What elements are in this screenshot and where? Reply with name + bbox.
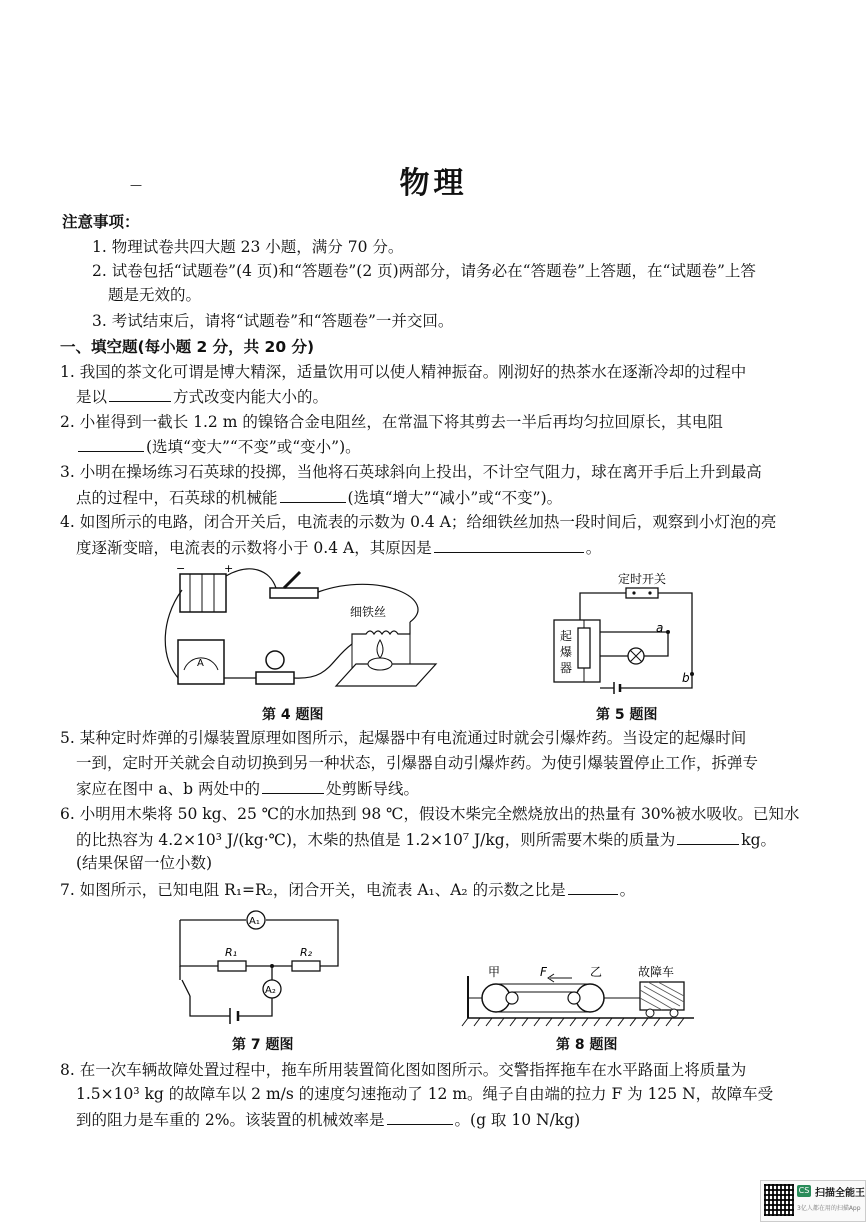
resistor-r2-icon <box>292 961 320 971</box>
svg-text:定时开关: 定时开关 <box>618 572 667 586</box>
q7-answer-blank[interactable] <box>568 878 618 895</box>
timer-switch-icon <box>626 588 658 598</box>
q5-line-2: 一到，定时开关就会自动切换到另一种状态，引爆器自动引爆炸药。为使引爆装置停止工作，拆弹专 <box>76 754 759 772</box>
switch-icon <box>270 588 318 598</box>
svg-text:A: A <box>197 658 204 669</box>
q4-answer-blank[interactable] <box>434 536 584 553</box>
svg-text:起: 起 <box>560 629 573 643</box>
q6-line-2: 的比热容为 4.2×10³ J/(kg·℃)，木柴的热值是 1.2×10⁷ J/kg，则所需要木柴的质量为 kg。 <box>76 828 776 851</box>
qr-code-icon <box>764 1184 794 1216</box>
notice-item-2: 2. 试卷包括“试题卷”(4 页)和“答题卷”(2 页)两部分，请务必在“答题卷”上答题，在“试题卷”上答 <box>92 262 756 280</box>
q1-answer-blank[interactable] <box>109 385 171 402</box>
figure-4-circuit <box>160 560 450 700</box>
figure-4-caption: 第 4 题图 <box>262 707 324 723</box>
q3-line-2: 点的过程中，石英球的机械能 (选填“增大”“减小”或“不变”)。 <box>76 486 562 509</box>
notice-item-3: 3. 考试结束后，请将“试题卷”和“答题卷”一并交回。 <box>92 312 454 330</box>
notice-item-2-cont: 题是无效的。 <box>108 286 202 304</box>
svg-text:+: + <box>224 562 234 575</box>
watermark-brand: 扫描全能王 <box>815 1188 865 1199</box>
figure-5-caption: 第 5 题图 <box>596 707 658 723</box>
figure-7-circuit <box>170 900 350 1032</box>
svg-text:爆: 爆 <box>560 645 573 659</box>
svg-text:A₁: A₁ <box>249 916 260 927</box>
q3-answer-blank[interactable] <box>280 486 346 503</box>
q5-line-3: 家应在图中 a、b 两处中的 处剪断导线。 <box>76 777 419 800</box>
q4-line-2: 度逐渐变暗，电流表的示数将小于 0.4 A，其原因是 。 <box>76 536 601 559</box>
battery-icon <box>180 574 226 612</box>
svg-text:−: − <box>176 562 186 575</box>
resistor-r1-icon <box>218 961 246 971</box>
figure-7-caption: 第 7 题图 <box>232 1037 294 1053</box>
svg-text:乙: 乙 <box>590 965 603 979</box>
q8-line-1: 8. 在一次车辆故障处置过程中，拖车所用装置简化图如图所示。交警指挥拖车在水平路面上将质量为 <box>60 1061 747 1079</box>
iron-wire-icon <box>352 622 410 644</box>
q1-line-1: 1. 我国的茶文化可谓是博大精深，适量饮用可以使人精神振奋。刚沏好的热茶水在逐渐冷却的过程中 <box>60 363 747 381</box>
q6-line-1: 6. 小明用木柴将 50 kg、25 ℃的水加热到 98 ℃，假设木柴完全燃烧放出的热量有 30%被水吸收。已知水 <box>60 805 800 823</box>
figure-8-pulley <box>458 962 698 1030</box>
q1-line-2: 是以 方式改变内能大小的。 <box>76 385 328 408</box>
svg-text:器: 器 <box>560 661 573 675</box>
corner-mark: — <box>130 178 142 192</box>
q8-line-3: 到的阻力是车重的 2%。该装置的机械效率是 。(g 取 10 N/kg) <box>76 1108 580 1131</box>
section-heading: 一、填空题(每小题 2 分，共 20 分) <box>60 338 315 356</box>
q2-line-2: (选填“变大”“不变”或“变小”)。 <box>76 435 361 458</box>
q2-line-1: 2. 小崔得到一截长 1.2 m 的镍铬合金电阻丝，在常温下将其剪去一半后再均匀拉回原长，其电阻 <box>60 413 723 431</box>
svg-text:b: b <box>682 671 690 685</box>
q5-answer-blank[interactable] <box>262 777 324 794</box>
q7-line-1: 7. 如图所示，已知电阻 R₁=R₂，闭合开关，电流表 A₁、A₂ 的示数之比是 。 <box>60 878 635 901</box>
q6-line-3: (结果保留一位小数) <box>76 854 213 872</box>
svg-text:a: a <box>656 621 664 635</box>
svg-text:故障车: 故障车 <box>638 965 675 979</box>
notice-item-1: 1. 物理试卷共四大题 23 小题，满分 70 分。 <box>92 238 404 256</box>
q5-line-1: 5. 某种定时炸弹的引爆装置原理如图所示，起爆器中有电流通过时就会引爆炸药。当设定的起爆时间 <box>60 729 747 747</box>
cs-logo-icon: CS <box>798 1186 810 1195</box>
scanner-watermark <box>760 1180 866 1222</box>
q2-answer-blank[interactable] <box>78 435 144 452</box>
svg-text:R₂: R₂ <box>300 946 313 959</box>
svg-text:A₂: A₂ <box>265 985 276 996</box>
figure-8-caption: 第 8 题图 <box>556 1037 618 1053</box>
figure-5-circuit <box>548 570 708 700</box>
bulb-icon <box>266 651 284 669</box>
svg-text:F: F <box>540 965 547 979</box>
q4-line-1: 4. 如图所示的电路，闭合开关后，电流表的示数为 0.4 A；给细铁丝加热一段时间后，观察到小灯泡的亮 <box>60 513 777 531</box>
switch-icon <box>182 980 190 996</box>
q8-answer-blank[interactable] <box>387 1108 453 1125</box>
alcohol-lamp-icon <box>368 658 392 670</box>
q6-answer-blank[interactable] <box>677 828 739 845</box>
svg-text:细铁丝: 细铁丝 <box>350 605 387 619</box>
page-title: 物理 <box>399 166 468 201</box>
svg-text:甲: 甲 <box>488 965 501 979</box>
q8-line-2: 1.5×10³ kg 的故障车以 2 m/s 的速度匀速拖动了 12 m。绳子自由端的拉力 F 为 125 N，故障车受 <box>76 1085 774 1103</box>
notice-heading: 注意事项： <box>62 213 140 231</box>
watermark-sub: 3亿人都在用的扫描App <box>797 1205 861 1212</box>
q3-line-1: 3. 小明在操场练习石英球的投掷，当他将石英球斜向上投出，不计空气阻力，球在离开手后上升到最高 <box>60 463 762 481</box>
svg-text:R₁: R₁ <box>225 946 238 959</box>
